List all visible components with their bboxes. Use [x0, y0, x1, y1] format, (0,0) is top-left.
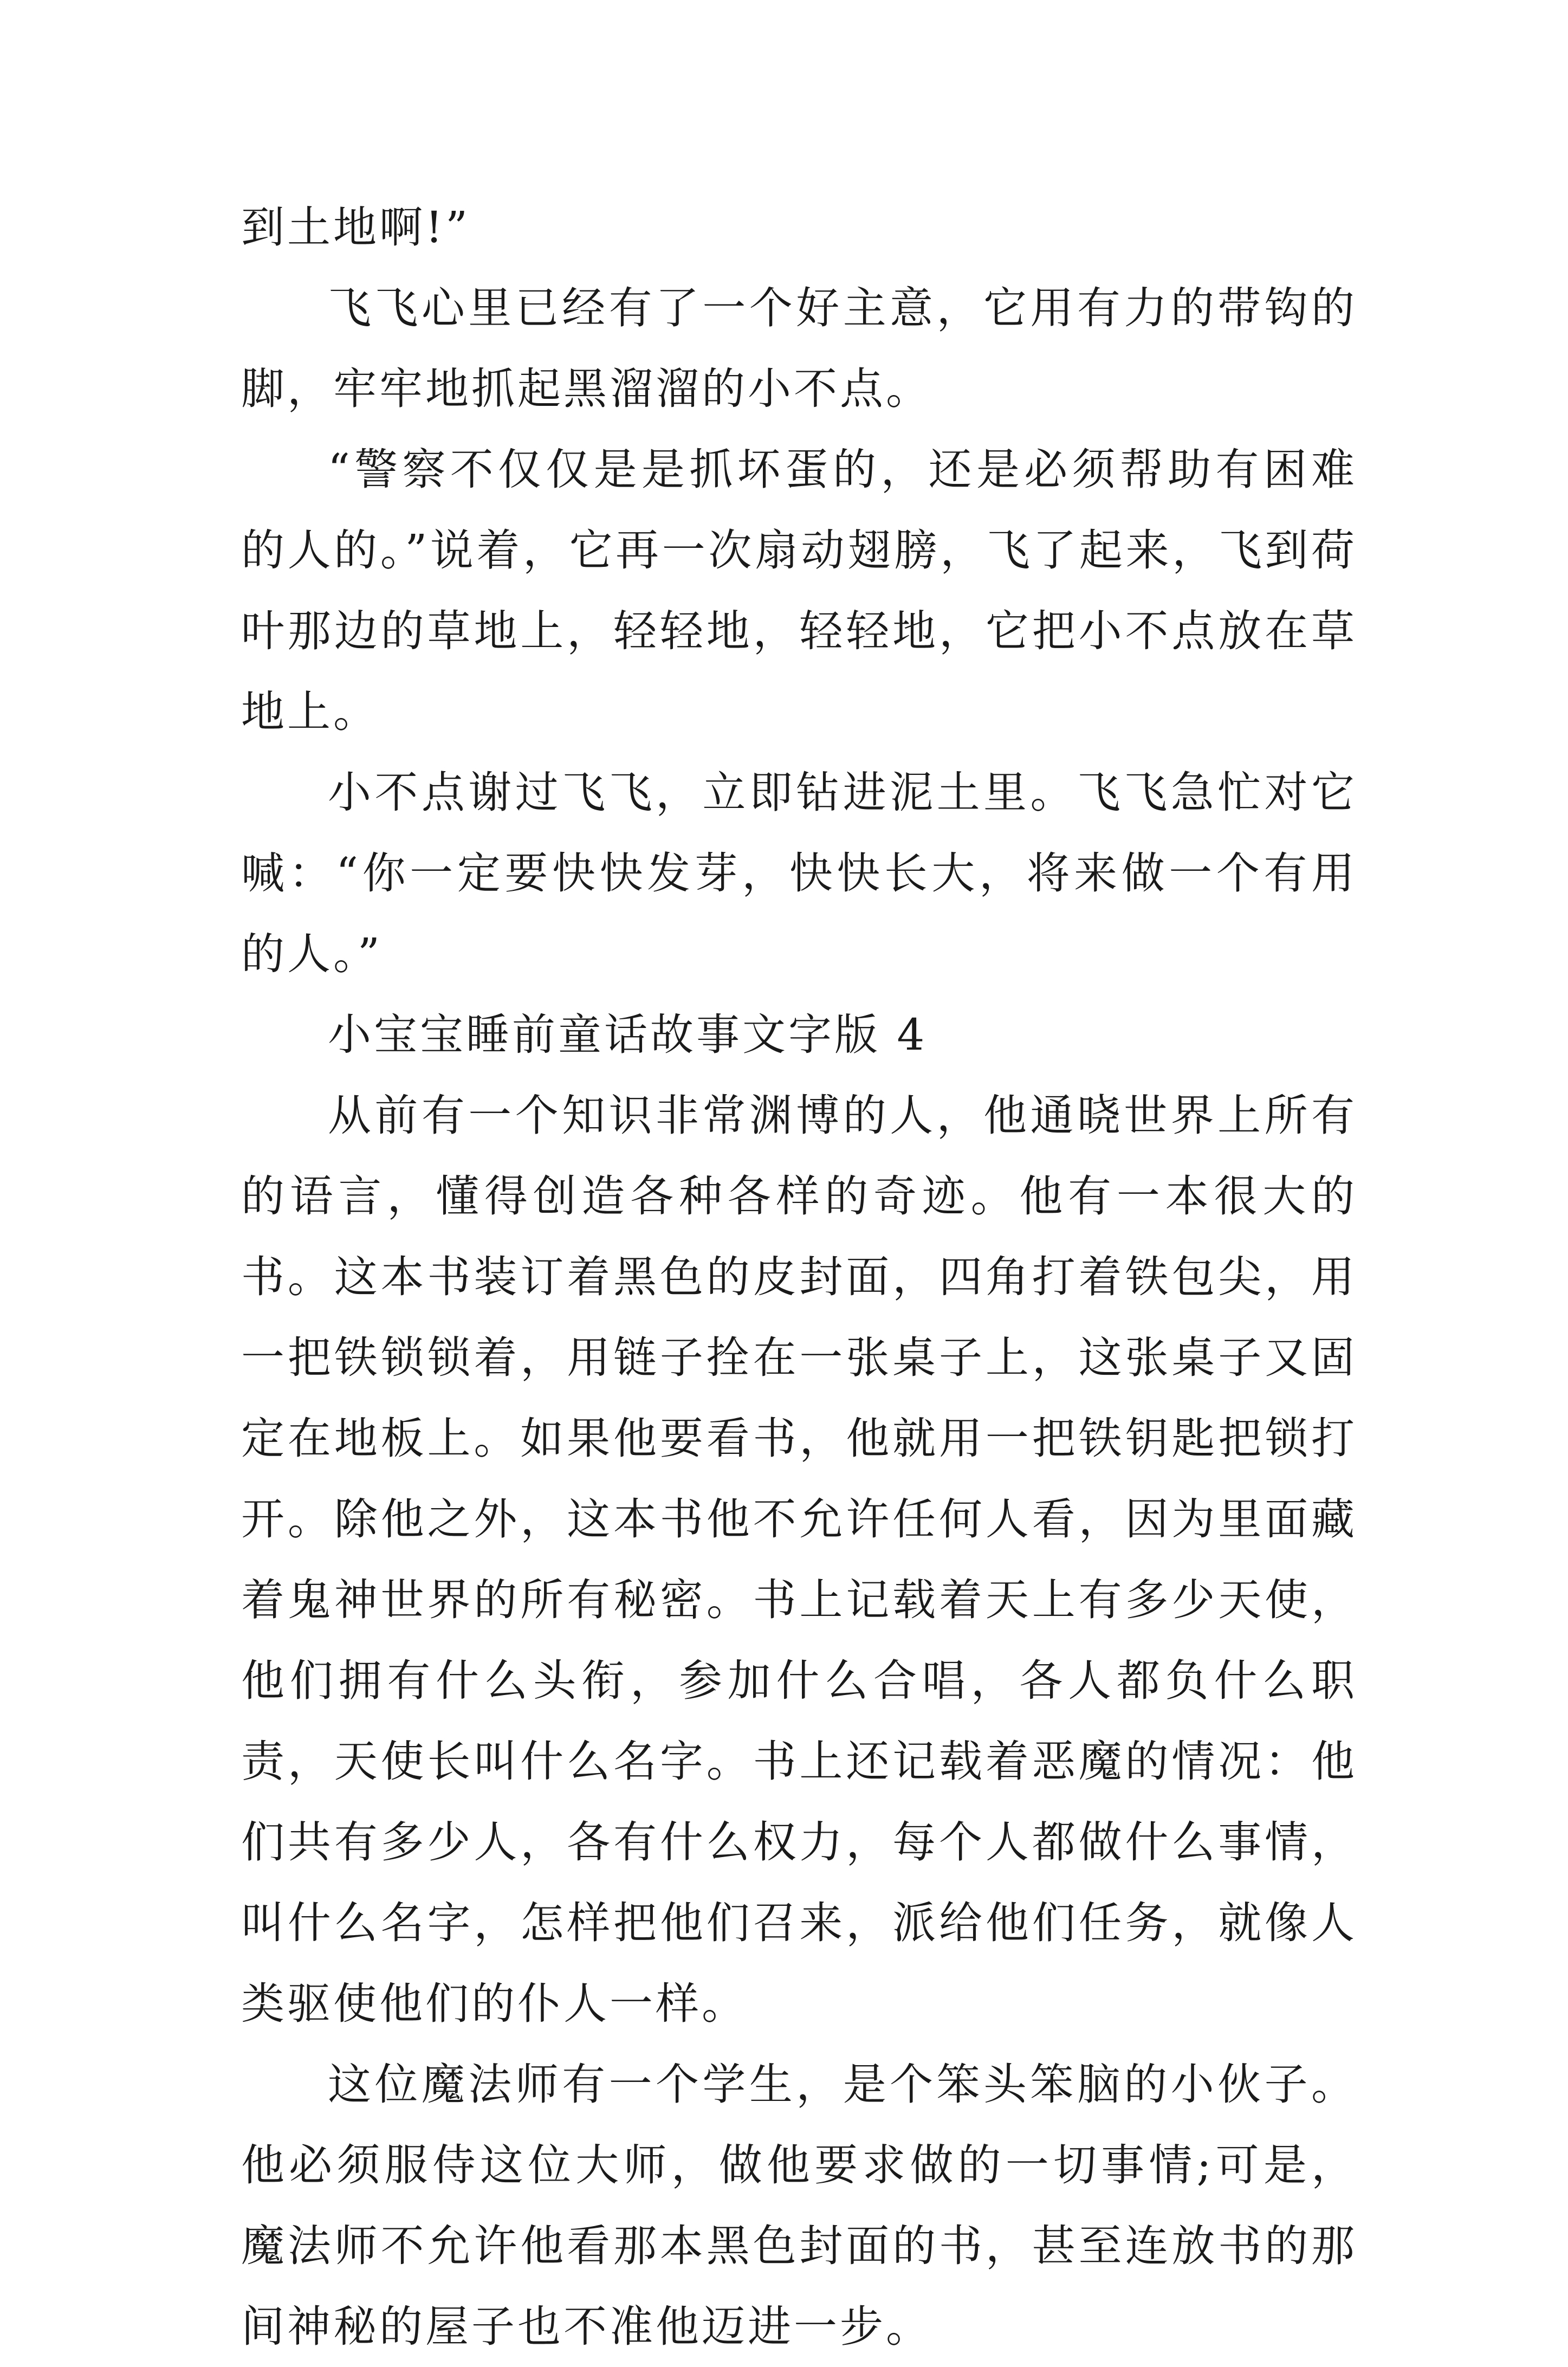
paragraph-3: “警察不仅仅是是抓坏蛋的，还是必须帮助有困难的人的。”说着，它再一次扇动翅膀，飞了起来，飞到荷叶那边的草地上，轻轻地，轻轻地，它把小不点放在草地上。 — [241, 444, 1357, 737]
paragraph-4: 小不点谢过飞飞，立即钻进泥土里。飞飞急忙对它喊：“你一定要快快发芽，快快长大，将来做一个有用的人。” — [241, 767, 1357, 979]
body-text — [241, 187, 1357, 2367]
paragraph-2: 飞飞心里已经有了一个好主意，它用有力的带钩的脚，牢牢地抓起黑溜溜的小不点。 — [241, 283, 1357, 414]
story-heading: 小宝宝睡前童话故事文字版 4 — [328, 1010, 928, 1060]
paragraph-1: 到土地啊!” — [241, 202, 471, 253]
paragraph-6: 这位魔法师有一个学生，是个笨头笨脑的小伙子。他必须服侍这位大师，做他要求做的一切事情;可是，魔法师不允许他看那本黑色封面的书，甚至连放书的那间神秘的屋子也不准他迈进一步。 — [241, 2059, 1357, 2352]
paragraph-5: 从前有一个知识非常渊博的人，他通晓世界上所有的语言，懂得创造各种各样的奇迹。他有一本很大的书。这本书装订着黑色的皮封面，四角打着铁包尖，用一把铁锁锁着，用链子拴在一张桌子上，这张桌子又固定在地板上。如果他要看书，他就用一把铁钥匙把锁打开。除他之外，这本书他不允许任何人看，因为里面藏着鬼神世界的所有秘密。书上记载着天上有多少天使，他们拥有什么头衔，参加什么合唱，各人都负什么职责，天使长叫什么名字。书上还记载着恶魔的情况：他们共有多少人，各有什么权力，每个人都做什么事情，叫什么名字，怎样把他们召来，派给他们任务，就像人类驱使他们的仆人一样。 — [241, 1090, 1357, 2029]
